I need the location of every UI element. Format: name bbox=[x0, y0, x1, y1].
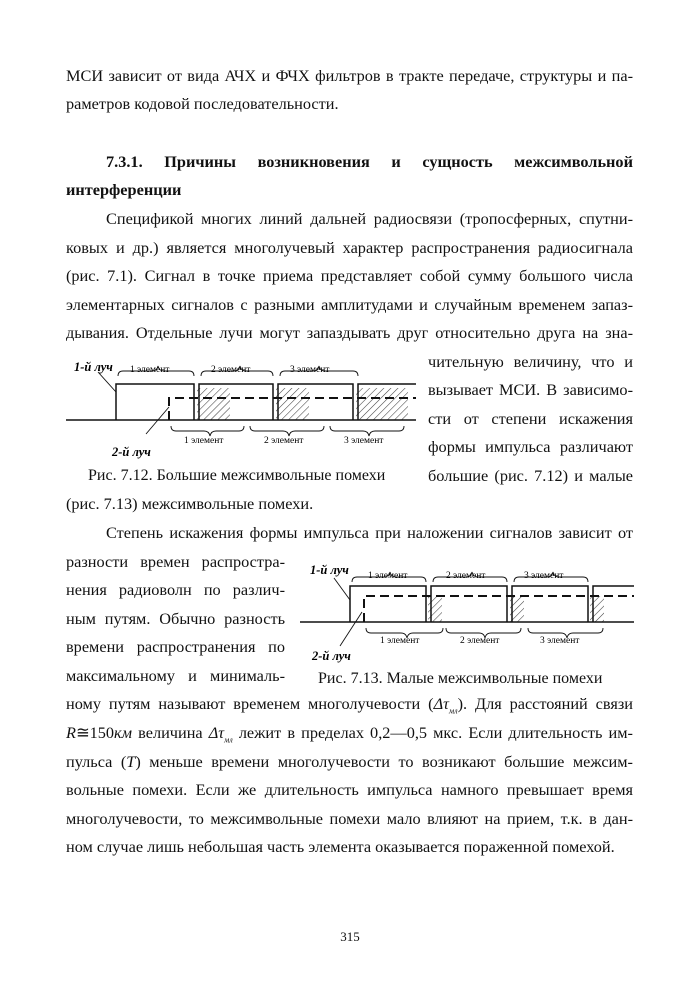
overlap-region bbox=[590, 596, 604, 622]
text-line: (рис. 7.1). Сигнал в точке приема представляет собой сумму большого числа bbox=[66, 266, 633, 285]
delta-tau-symbol: Δτ bbox=[433, 694, 449, 713]
text-line: многолучевости, то межсимвольные помехи мало влияют на прием, т.к. в дан- bbox=[66, 809, 633, 828]
figure-small-isi-diagram bbox=[300, 556, 634, 666]
ray1-label: 1-й луч bbox=[310, 563, 349, 577]
element-label: 1 элемент bbox=[184, 436, 224, 446]
text-line: ному путям называют временем многолучевости $(\Delta\tau_{мл})$. Для расстояний связи bbox=[66, 694, 633, 716]
figure-caption: Рис. 7.13. Малые межсимвольные помехи bbox=[318, 670, 603, 687]
element-label: 1 элемент bbox=[380, 636, 420, 646]
element-label: 3 элемент bbox=[524, 571, 564, 581]
text-line: Спецификой многих линий дальней радиосвязи (тропосферных, спутни- bbox=[106, 209, 633, 228]
text-line: ном случае лишь небольшая часть элемента оказывается пораженной помехой. bbox=[66, 837, 615, 856]
overlap-region bbox=[428, 596, 442, 622]
element-label: 2 элемент bbox=[211, 365, 251, 375]
figure-large-isi-diagram bbox=[66, 352, 416, 460]
text-line: дывания. Отдельные лучи могут запаздывать друг относительно друга на зна- bbox=[66, 323, 633, 342]
element-label: 2 элемент bbox=[264, 436, 304, 446]
heading-word: межсимвольной bbox=[514, 152, 633, 171]
element-label: 2 элемент bbox=[460, 636, 500, 646]
heading-word: Причины bbox=[164, 152, 236, 171]
text-line: пульса (T) меньше времени многолучевости то возникают большие межсим- bbox=[66, 752, 633, 771]
element-label: 1 элемент bbox=[368, 571, 408, 581]
heading-word: и bbox=[391, 152, 401, 171]
figure-caption: Рис. 7.12. Большие межсимвольные помехи bbox=[88, 467, 386, 484]
page-number: 315 bbox=[340, 929, 360, 944]
text-line: вольные помехи. Если же длительность импульса намного превышает время bbox=[66, 780, 633, 799]
delta-tau-symbol: Δτ bbox=[208, 723, 225, 742]
element-label: 3 элемент bbox=[290, 365, 330, 375]
text-line: сти от степени искажения bbox=[428, 409, 633, 428]
text-line: ковых и др.) является многолучевый характер распространения радиосигнала bbox=[66, 238, 633, 257]
element-label: 3 элемент bbox=[344, 436, 384, 446]
text-line: ным путям. Обычно разность bbox=[66, 609, 285, 628]
text-line: нения радиоволн по различ- bbox=[66, 580, 285, 599]
text-line: раметров кодовой последовательности. bbox=[66, 94, 339, 113]
section-heading bbox=[106, 152, 633, 172]
text-line: большие (рис. 7.12) и малые bbox=[428, 466, 633, 485]
heading-word: возникновения bbox=[257, 152, 370, 171]
text-line: R≅150км величина $\Delta\tau_{мл}$ лежит в пределах 0,2—0,5 мкс. Если длительность им- bbox=[66, 723, 633, 745]
overlap-region bbox=[356, 388, 408, 420]
text-line: формы импульса различают bbox=[428, 437, 633, 456]
text-line: времени распространения по bbox=[66, 637, 285, 656]
text-line: (рис. 7.13) межсимвольные помехи. bbox=[66, 494, 314, 513]
text-line: максимальному и минималь- bbox=[66, 666, 285, 685]
element-label: 3 элемент bbox=[540, 636, 580, 646]
text-line: МСИ зависит от вида АЧХ и ФЧХ фильтров в тракте передаче, структуры и па- bbox=[66, 66, 633, 85]
text-line: разности времен распростра- bbox=[66, 552, 285, 571]
section-heading-line2: интерференции bbox=[66, 180, 182, 199]
text-line: чительную величину, что и bbox=[428, 352, 633, 371]
text-line: вызывает МСИ. В зависимо- bbox=[428, 380, 633, 399]
element-label: 1 элемент bbox=[130, 365, 170, 375]
ray2-label: 2-й луч bbox=[112, 445, 151, 459]
text-line: Степень искажения формы импульса при наложении сигналов зависит от bbox=[106, 523, 633, 542]
overlap-region bbox=[276, 388, 309, 420]
heading-word: сущность bbox=[422, 152, 493, 171]
ray2-label: 2-й луч bbox=[312, 649, 351, 663]
element-label: 2 элемент bbox=[446, 571, 486, 581]
ray1-label: 1-й луч bbox=[74, 360, 113, 374]
heading-number: 7.3.1. bbox=[106, 152, 143, 171]
overlap-region bbox=[197, 388, 230, 420]
text-line: элементарных сигналов с разными амплитудами и случайным временем запаз- bbox=[66, 295, 633, 314]
